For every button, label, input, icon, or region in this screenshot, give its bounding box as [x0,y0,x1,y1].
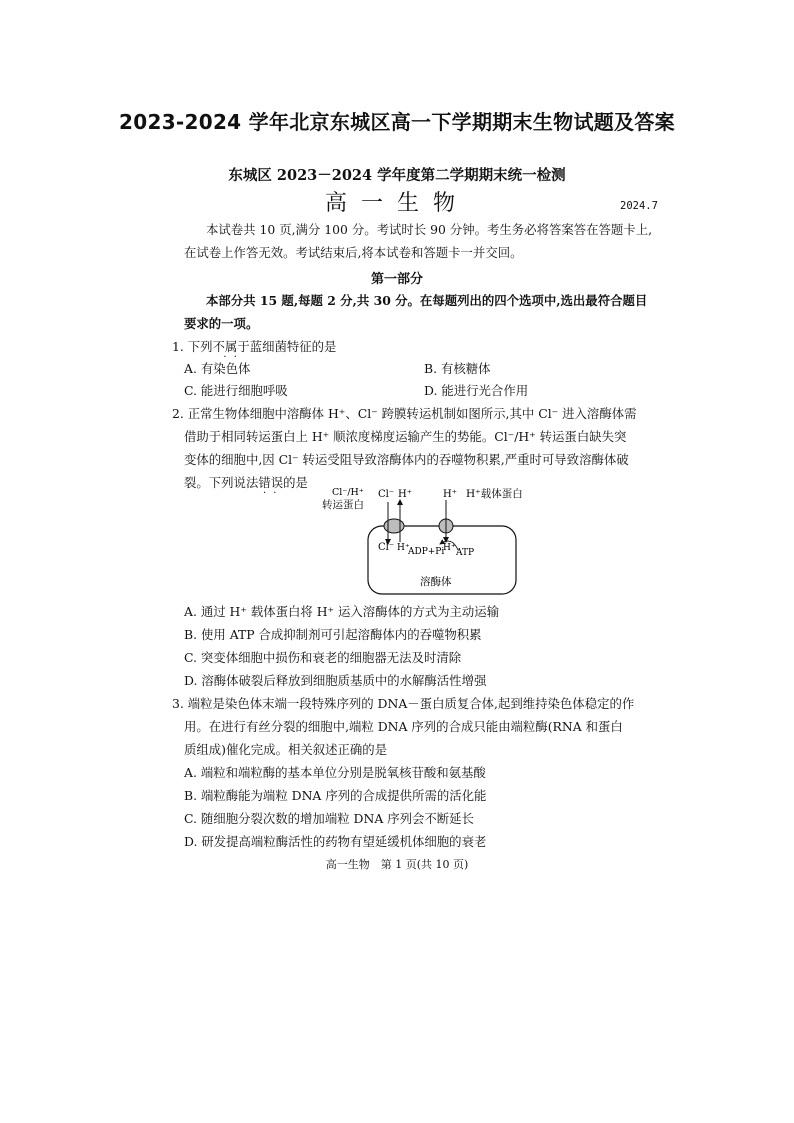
diagram-label-h-top: H⁺ [398,489,412,500]
cl-h-transporter-shape [384,519,404,533]
q2-stem-line-2: 借助于相同转运蛋白上 H⁺ 顺浓度梯度运输产生的势能。Cl⁻/H⁺ 转运蛋白缺失突 [184,429,627,444]
page-footer: 高一生物 第 1 页(共 10 页) [325,858,469,871]
diagram-label-carrier: H⁺载体蛋白 [466,488,523,500]
q2-stem-line-1: 2. 正常生物体细胞中溶酶体 H⁺、Cl⁻ 跨膜转运机制如图所示,其中 Cl⁻ 进入溶酶体需 [172,406,637,421]
diagram-label-lysosome: 溶酶体 [420,576,452,588]
diagram-label-cl-top: Cl⁻ [378,489,395,500]
exam-date: 2024.7 [620,200,658,212]
q2-option-a: A. 通过 H⁺ 载体蛋白将 H⁺ 运入溶酶体的方式为主动运输 [184,604,500,619]
subject-title: 高一生物 [324,191,469,216]
diagram-label-h-inner: H⁺ [443,543,456,553]
q2-stem-last-before: 裂。下列说法 [184,475,259,490]
q1-option-d: D. 能进行光合作用 [424,383,529,398]
q3-stem-line-1: 3. 端粒是染色体末端一段特殊序列的 DNA－蛋白质复合体,起到维持染色体稳定的作 [172,696,635,711]
q2-option-c: C. 突变体细胞中损伤和衰老的细胞器无法及时清除 [184,650,462,665]
document-title: 2023-2024 学年北京东城区高一下学期期末生物试题及答案 [119,110,675,134]
q2-option-d: D. 溶酶体破裂后释放到细胞质基质中的水解酶活性增强 [184,673,487,688]
diagram-label-cl-bottom: Cl⁻ [378,542,395,553]
q2-stem-line-4 [184,473,308,491]
q2-option-b: B. 使用 ATP 合成抑制剂可引起溶酶体内的吞噬物积累 [184,627,482,642]
q1-stem-before: 1. 下列 [172,339,213,354]
diagram-label-h-top-2: H⁺ [443,489,457,500]
lysosome-transport-diagram [310,484,540,599]
diagram-label-transporter-1: Cl⁻/H⁺ [332,487,364,498]
intro-line-1: 本试卷共 10 页,满分 100 分。考试时长 90 分钟。考生务必将答案答在答题卡上, [206,222,653,237]
q1-stem [172,337,336,355]
q1-option-c: C. 能进行细胞呼吸 [184,383,288,398]
q3-stem-line-3: 质组成)催化完成。相关叙述正确的是 [184,742,388,757]
part-title: 第一部分 [370,272,423,287]
q1-option-b: B. 有核糖体 [424,361,491,376]
q1-stem-after: 蓝细菌特征的是 [249,339,337,354]
q1-option-a: A. 有染色体 [184,361,251,376]
q3-option-c: C. 随细胞分裂次数的增加端粒 DNA 序列会不断延长 [184,811,474,826]
q2-stem-line-3: 变体的细胞中,因 Cl⁻ 转运受阻导致溶酶体内的吞噬物积累,严重时可导致溶酶体破 [184,452,629,467]
diagram-label-transporter-2: 转运蛋白 [322,499,364,511]
q2-stem-last-after: 的是 [283,475,308,490]
q3-option-b: B. 端粒酶能为端粒 DNA 序列的合成提供所需的活化能 [184,788,487,803]
q3-option-d: D. 研发提高端粒酶活性的药物有望延缓机体细胞的衰老 [184,834,487,849]
q3-option-a: A. 端粒和端粒酶的基本单位分别是脱氧核苷酸和氨基酸 [184,765,486,780]
part-instructions-line-2: 要求的一项。 [184,316,259,331]
q3-stem-line-2: 用。在进行有丝分裂的细胞中,端粒 DNA 序列的合成只能由端粒酶(RNA 和蛋白 [184,719,623,734]
part-instructions-line-1: 本部分共 15 题,每题 2 分,共 30 分。在每题列出的四个选项中,选出最符合题目 [206,293,648,308]
diagram-label-atp: ATP [456,548,475,558]
diagram-label-adp: ADP+Pi [408,547,445,557]
intro-line-2: 在试卷上作答无效。考试结束后,将本试卷和答题卡一并交回。 [184,245,523,260]
q1-stem-emphasis: 不属于 · · [213,339,250,354]
diagram-label-h-bottom: H⁺ [397,543,410,553]
exam-header: 东城区 2023－2024 学年度第二学期期末统一检测 [228,167,566,184]
q2-stem-emphasis: 错误 · · [258,475,283,490]
